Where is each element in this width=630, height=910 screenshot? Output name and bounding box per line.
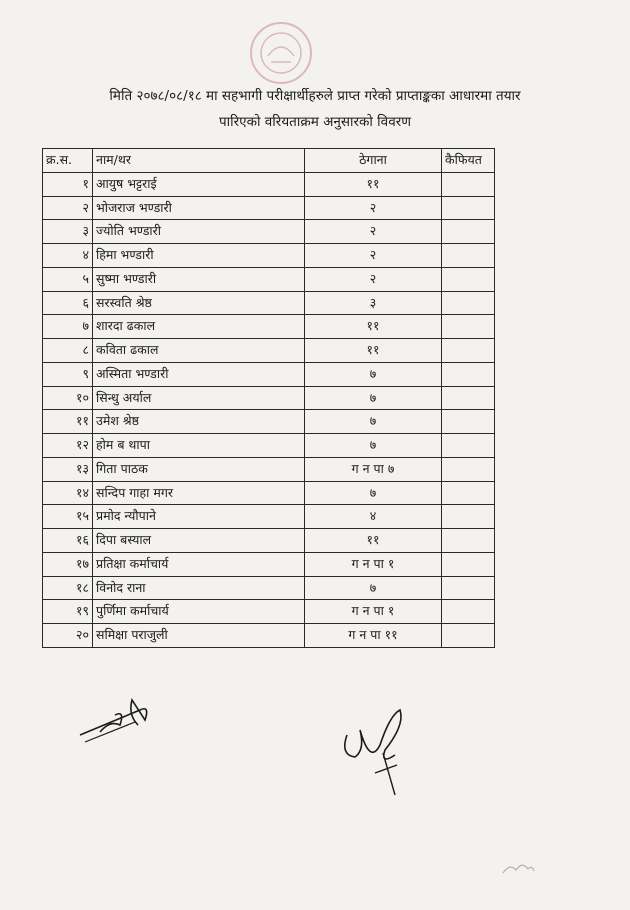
address-cell: २ — [305, 196, 442, 220]
remarks-cell — [442, 267, 495, 291]
remarks-cell — [442, 624, 495, 648]
table-row — [43, 267, 495, 291]
name-cell: शारदा ढकाल — [93, 315, 305, 339]
table-row — [43, 339, 495, 363]
name-cell: सन्दिप गाहा मगर — [93, 481, 305, 505]
table-row — [43, 220, 495, 244]
remarks-cell — [442, 196, 495, 220]
remarks-cell — [442, 386, 495, 410]
address-cell: ग न पा ७ — [305, 457, 442, 481]
serial-number-cell: ८ — [43, 339, 93, 363]
table-row — [43, 576, 495, 600]
table-row — [43, 291, 495, 315]
table-header-row — [43, 149, 495, 173]
address-cell: ४ — [305, 505, 442, 529]
name-cell: उमेश श्रेष्ठ — [93, 410, 305, 434]
table-row — [43, 624, 495, 648]
address-cell: २ — [305, 244, 442, 268]
name-cell: प्रतिक्षा कर्माचार्य — [93, 552, 305, 576]
signature-right-icon — [335, 695, 415, 805]
serial-number-cell: १९ — [43, 600, 93, 624]
table-row — [43, 481, 495, 505]
name-cell: आयुष भट्टराई — [93, 172, 305, 196]
remarks-cell — [442, 552, 495, 576]
remarks-cell — [442, 529, 495, 553]
table-row — [43, 600, 495, 624]
serial-number-cell: ३ — [43, 220, 93, 244]
ranking-table — [42, 148, 495, 648]
name-cell: गिता पाठक — [93, 457, 305, 481]
table-row — [43, 196, 495, 220]
table-row — [43, 244, 495, 268]
table-row — [43, 315, 495, 339]
address-cell: ७ — [305, 410, 442, 434]
document-heading-line-2: पारिएको वरियताक्रम अनुसारको विवरण — [219, 114, 411, 130]
serial-number-cell: ४ — [43, 244, 93, 268]
remarks-cell — [442, 339, 495, 363]
remarks-cell — [442, 172, 495, 196]
name-cell: दिपा बस्याल — [93, 529, 305, 553]
serial-number-cell: १ — [43, 172, 93, 196]
address-cell: ७ — [305, 362, 442, 386]
name-cell: सिन्धु अर्याल — [93, 386, 305, 410]
header-serial-number: क्र.स. — [43, 149, 93, 173]
address-cell: ७ — [305, 576, 442, 600]
address-cell: २ — [305, 220, 442, 244]
signature-left-icon — [70, 680, 160, 750]
table-row — [43, 172, 495, 196]
serial-number-cell: २ — [43, 196, 93, 220]
table-row — [43, 410, 495, 434]
table-row — [43, 457, 495, 481]
address-cell: २ — [305, 267, 442, 291]
address-cell: ११ — [305, 315, 442, 339]
table-row — [43, 434, 495, 458]
name-cell: पुर्णिमा कर्माचार्य — [93, 600, 305, 624]
scan-smudge-icon — [498, 855, 538, 880]
remarks-cell — [442, 291, 495, 315]
remarks-cell — [442, 315, 495, 339]
remarks-cell — [442, 600, 495, 624]
remarks-cell — [442, 481, 495, 505]
serial-number-cell: ९ — [43, 362, 93, 386]
address-cell: ग न पा १ — [305, 600, 442, 624]
serial-number-cell: १४ — [43, 481, 93, 505]
address-cell: ११ — [305, 172, 442, 196]
remarks-cell — [442, 434, 495, 458]
header-name: नाम/थर — [93, 149, 305, 173]
serial-number-cell: ६ — [43, 291, 93, 315]
serial-number-cell: १० — [43, 386, 93, 410]
remarks-cell — [442, 244, 495, 268]
table-row — [43, 529, 495, 553]
name-cell: कविता ढकाल — [93, 339, 305, 363]
serial-number-cell: १७ — [43, 552, 93, 576]
address-cell: ७ — [305, 481, 442, 505]
remarks-cell — [442, 576, 495, 600]
serial-number-cell: ५ — [43, 267, 93, 291]
name-cell: प्रमोद न्यौपाने — [93, 505, 305, 529]
remarks-cell — [442, 410, 495, 434]
name-cell: भोजराज भण्डारी — [93, 196, 305, 220]
name-cell: अस्मिता भण्डारी — [93, 362, 305, 386]
address-cell: ७ — [305, 434, 442, 458]
address-cell: ११ — [305, 339, 442, 363]
serial-number-cell: ७ — [43, 315, 93, 339]
serial-number-cell: १२ — [43, 434, 93, 458]
address-cell: ३ — [305, 291, 442, 315]
serial-number-cell: १३ — [43, 457, 93, 481]
serial-number-cell: १५ — [43, 505, 93, 529]
name-cell: सरस्वति श्रेष्ठ — [93, 291, 305, 315]
remarks-cell — [442, 505, 495, 529]
address-cell: ७ — [305, 386, 442, 410]
header-remarks: कैफियत — [442, 149, 495, 173]
table-body — [43, 172, 495, 647]
serial-number-cell: २० — [43, 624, 93, 648]
table-row — [43, 552, 495, 576]
table-row — [43, 362, 495, 386]
remarks-cell — [442, 457, 495, 481]
serial-number-cell: १६ — [43, 529, 93, 553]
name-cell: ज्योति भण्डारी — [93, 220, 305, 244]
address-cell: ग न पा ११ — [305, 624, 442, 648]
name-cell: समिक्षा पराजुली — [93, 624, 305, 648]
document-heading-line-1: मिति २०७८/०८/१८ मा सहभागी परीक्षार्थीहरुले प्राप्त गरेको प्राप्ताङ्कका आधारमा तयार — [109, 88, 521, 104]
office-seal-icon — [246, 18, 316, 88]
serial-number-cell: १८ — [43, 576, 93, 600]
name-cell: सुष्मा भण्डारी — [93, 267, 305, 291]
header-address: ठेगाना — [305, 149, 442, 173]
table-row — [43, 386, 495, 410]
name-cell: होम ब थापा — [93, 434, 305, 458]
remarks-cell — [442, 220, 495, 244]
address-cell: ग न पा १ — [305, 552, 442, 576]
serial-number-cell: ११ — [43, 410, 93, 434]
table-row — [43, 505, 495, 529]
name-cell: हिमा भण्डारी — [93, 244, 305, 268]
remarks-cell — [442, 362, 495, 386]
name-cell: विनोद राना — [93, 576, 305, 600]
address-cell: ११ — [305, 529, 442, 553]
